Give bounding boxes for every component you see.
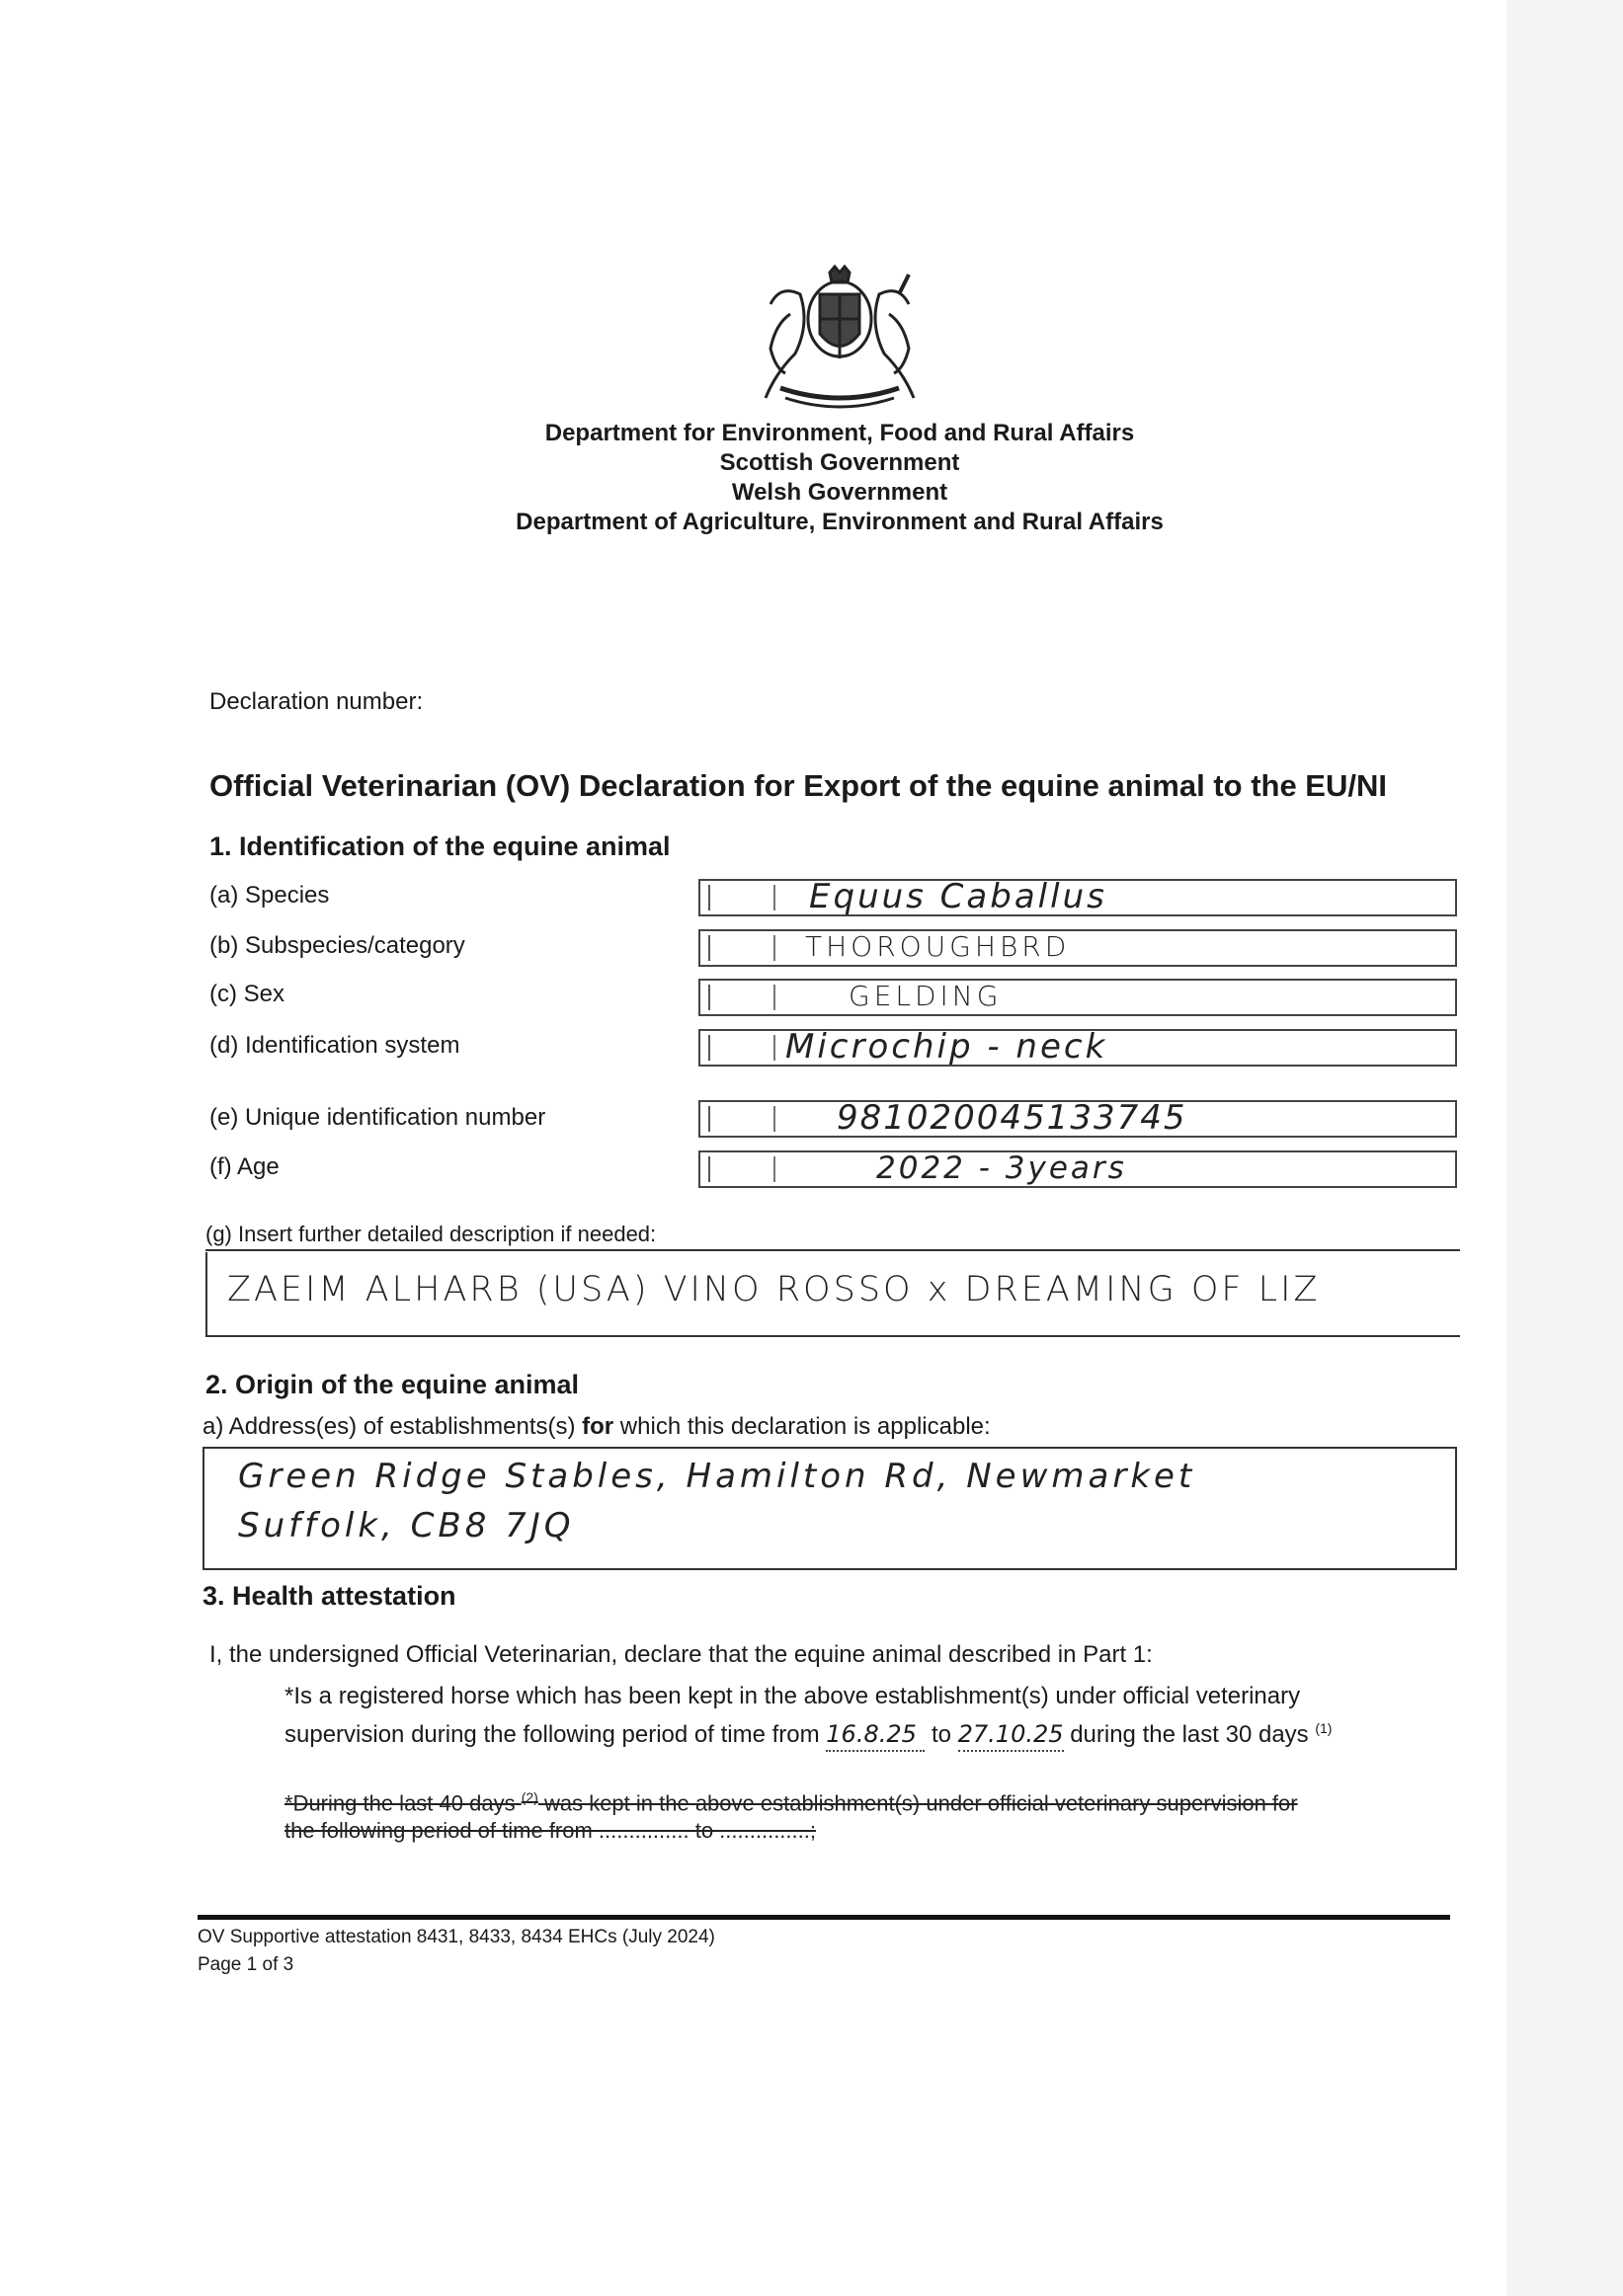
- address-line1: Green Ridge Stables, Hamilton Rd, Newmarket: [238, 1457, 1196, 1496]
- organisations-header: [375, 419, 1304, 537]
- species-field[interactable]: [698, 879, 1457, 916]
- further-description-value: ZAEIM ALHARB (USA) VINO ROSSO x DREAMING OF LIZ: [227, 1270, 1321, 1309]
- period-from-value[interactable]: 16.8.25: [826, 1718, 925, 1752]
- clause1: [284, 1681, 1332, 1752]
- age-value: 2022 - 3years: [876, 1150, 1127, 1186]
- page-number: Page 1 of 3: [198, 1954, 294, 1975]
- sex-label: (c) Sex: [209, 981, 285, 1007]
- uid-label: (e) Unique identification number: [209, 1104, 546, 1131]
- id-system-value: Microchip - neck: [785, 1027, 1108, 1067]
- address-label: a) Address(es) of establishments(s) for which this declaration is applicable:: [203, 1413, 991, 1440]
- section1-heading: 1. Identification of the equine animal: [209, 831, 671, 861]
- period-to-value[interactable]: 27.10.25: [958, 1718, 1064, 1752]
- footer: [198, 1924, 715, 1979]
- declaration-number-label: Declaration number:: [209, 688, 424, 715]
- footer-rule: [198, 1915, 1450, 1920]
- further-description-field[interactable]: [205, 1252, 1460, 1337]
- footer-attestation-ref: OV Supportive attestation 8431, 8433, 8434 EHCs (July 2024): [198, 1927, 715, 1947]
- scan-edge: [1506, 0, 1623, 2296]
- age-label: (f) Age: [209, 1153, 280, 1180]
- org-daera: Department of Agriculture, Environment and Rural Affairs: [516, 509, 1164, 535]
- address-field[interactable]: [203, 1447, 1457, 1570]
- age-field[interactable]: [698, 1150, 1457, 1188]
- attestation-intro: I, the undersigned Official Veterinarian, declare that the equine animal described in Part 1:: [209, 1641, 1153, 1668]
- further-top-rule: [205, 1249, 1460, 1251]
- further-bottom-rule: [205, 1335, 1460, 1337]
- subspecies-value: THOROUGHBRD: [805, 930, 1071, 963]
- section3-heading: 3. Health attestation: [203, 1581, 456, 1611]
- clause2-struck: [284, 1783, 1298, 1845]
- clause2-line1: *During the last 40 days $^{(2)}$ was kept in the above establishment(s) under official veterinary supervision for: [284, 1789, 1298, 1816]
- species-value: Equus Caballus: [809, 877, 1107, 916]
- clause1-line2: supervision during the following period of time from 16.8.25 to 27.10.25 during the last 30 days $^{(1)}$: [284, 1712, 1332, 1752]
- uid-field[interactable]: [698, 1100, 1457, 1138]
- subspecies-field[interactable]: [698, 929, 1457, 967]
- sex-field[interactable]: [698, 979, 1457, 1016]
- org-welsh-gov: Welsh Government: [731, 479, 948, 506]
- org-defra: Department for Environment, Food and Rural Affairs: [544, 420, 1135, 446]
- uid-value: 981020045133745: [837, 1098, 1187, 1138]
- clause1-line1: *Is a registered horse which has been kept in the above establishment(s) under official veterinary: [284, 1683, 1301, 1709]
- page-title: Official Veterinarian (OV) Declaration for Export of the equine animal to the EU/NI: [209, 768, 1387, 803]
- species-label: (a) Species: [209, 882, 330, 909]
- id-system-label: (d) Identification system: [209, 1032, 460, 1059]
- subspecies-label: (b) Subspecies/category: [209, 932, 465, 959]
- further-description-label: (g) Insert further detailed description if needed:: [205, 1222, 657, 1246]
- address-line2: Suffolk, CB8 7JQ: [238, 1506, 575, 1545]
- org-scottish-gov: Scottish Government: [719, 449, 960, 476]
- royal-coat-of-arms: [751, 265, 929, 413]
- sex-value: GELDING: [849, 980, 1003, 1012]
- section2-heading: 2. Origin of the equine animal: [205, 1370, 580, 1399]
- id-system-field[interactable]: [698, 1029, 1457, 1067]
- clause2-line2: the following period of time from ............... to ...............;: [284, 1818, 816, 1844]
